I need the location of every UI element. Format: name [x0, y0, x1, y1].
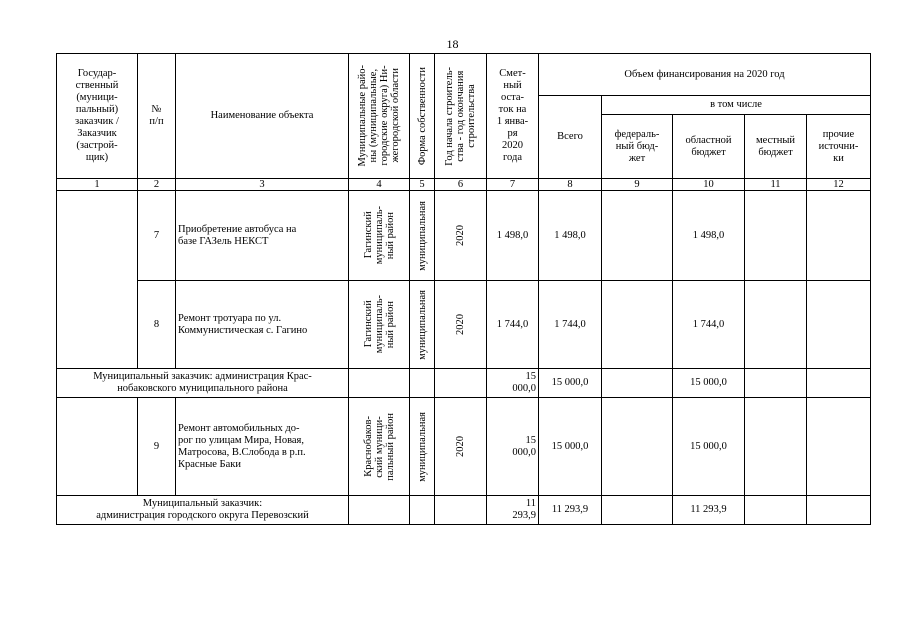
municipality-cell: Гагинский муниципаль- ный район: [349, 191, 410, 281]
municipality-cell: Гагинский муниципаль- ный район: [349, 281, 410, 369]
federal-cell: [602, 398, 673, 496]
subtotal-row: [57, 369, 871, 398]
column-number: 5: [410, 179, 435, 191]
estimate-cell: 1 744,0: [487, 281, 539, 369]
ownership-cell: муниципальная: [410, 281, 435, 369]
column-number: 1: [57, 179, 138, 191]
header-other: прочие источни- ки: [807, 115, 871, 179]
local-cell: [745, 191, 807, 281]
column-number: 2: [138, 179, 176, 191]
year-cell: 2020: [435, 281, 487, 369]
column-number: 3: [176, 179, 349, 191]
total-cell: 15 000,0: [539, 398, 602, 496]
column-number: 9: [602, 179, 673, 191]
row-num: 9: [138, 398, 176, 496]
regional-cell: 1 498,0: [673, 191, 745, 281]
other-cell: [807, 191, 871, 281]
header-regional: областной бюджет: [673, 115, 745, 179]
regional-cell: 15 000,0: [673, 398, 745, 496]
column-number: 10: [673, 179, 745, 191]
header-funding-volume: Объем финансирования на 2020 год: [539, 54, 871, 96]
total-cell: 1 744,0: [539, 281, 602, 369]
column-number: 7: [487, 179, 539, 191]
customer-cell: [57, 191, 138, 369]
header-num: № п/п: [138, 54, 176, 179]
estimate-cell: 15 000,0: [487, 369, 539, 398]
header-including: в том числе: [602, 96, 871, 115]
table-row: [57, 281, 871, 369]
header-estimate: Смет- ный оста- ток на 1 янва- ря 2020 года: [487, 54, 539, 179]
regional-cell: 11 293,9: [673, 496, 745, 525]
other-cell: [807, 398, 871, 496]
header-ownership: Форма собственности: [410, 54, 435, 179]
column-number: 12: [807, 179, 871, 191]
object-name: Ремонт автомобильных до- рог по улицам Мира, Новая, Матросова, В.Слобода в р.п. Красные Баки: [176, 398, 349, 496]
header-object-name: Наименование объекта: [176, 54, 349, 179]
estimate-cell: 15 000,0: [487, 398, 539, 496]
object-name: Ремонт тротуара по ул. Коммунистическая с. Гагино: [176, 281, 349, 369]
total-cell: 1 498,0: [539, 191, 602, 281]
regional-cell: 1 744,0: [673, 281, 745, 369]
page-number: 18: [446, 37, 459, 51]
header-years: Год начала строитель- ства - год окончания строительства: [435, 54, 487, 179]
financing-table: [56, 53, 871, 525]
subtotal-label: Муниципальный заказчик: администрация Крас- нобаковского муниципального района: [57, 369, 349, 398]
column-numbers-row: [57, 179, 871, 191]
ownership-cell: муниципальная: [410, 398, 435, 496]
estimate-cell: 11 293,9: [487, 496, 539, 525]
year-cell: 2020: [435, 191, 487, 281]
regional-cell: 15 000,0: [673, 369, 745, 398]
subtotal-row: [57, 496, 871, 525]
column-number: 11: [745, 179, 807, 191]
table-row: [57, 191, 871, 281]
row-num: 7: [138, 191, 176, 281]
header-customer: Государ- ственный (муници- пальный) заказчик / Заказчик (застрой- щик): [57, 54, 138, 179]
ownership-cell: муниципальная: [410, 191, 435, 281]
header-local: местный бюджет: [745, 115, 807, 179]
estimate-cell: 1 498,0: [487, 191, 539, 281]
subtotal-label: Муниципальный заказчик: администрация городского округа Перевозский: [57, 496, 349, 525]
other-cell: [807, 281, 871, 369]
object-name: Приобретение автобуса на базе ГАЗель НЕКСТ: [176, 191, 349, 281]
federal-cell: [602, 191, 673, 281]
local-cell: [745, 281, 807, 369]
federal-cell: [602, 281, 673, 369]
total-cell: 11 293,9: [539, 496, 602, 525]
year-cell: 2020: [435, 398, 487, 496]
total-cell: 15 000,0: [539, 369, 602, 398]
customer-cell: [57, 398, 138, 496]
column-number: 6: [435, 179, 487, 191]
municipality-cell: Краснобаков- ский муници- пальный район: [349, 398, 410, 496]
column-number: 8: [539, 179, 602, 191]
table-row: [57, 398, 871, 496]
header-federal: федераль- ный бюд- жет: [602, 115, 673, 179]
local-cell: [745, 398, 807, 496]
column-number: 4: [349, 179, 410, 191]
header-total: Всего: [539, 96, 602, 179]
row-num: 8: [138, 281, 176, 369]
header-municipality: Муниципальные райо- ны (муниципальные, городские округа) Ни- жегородской области: [349, 54, 410, 179]
